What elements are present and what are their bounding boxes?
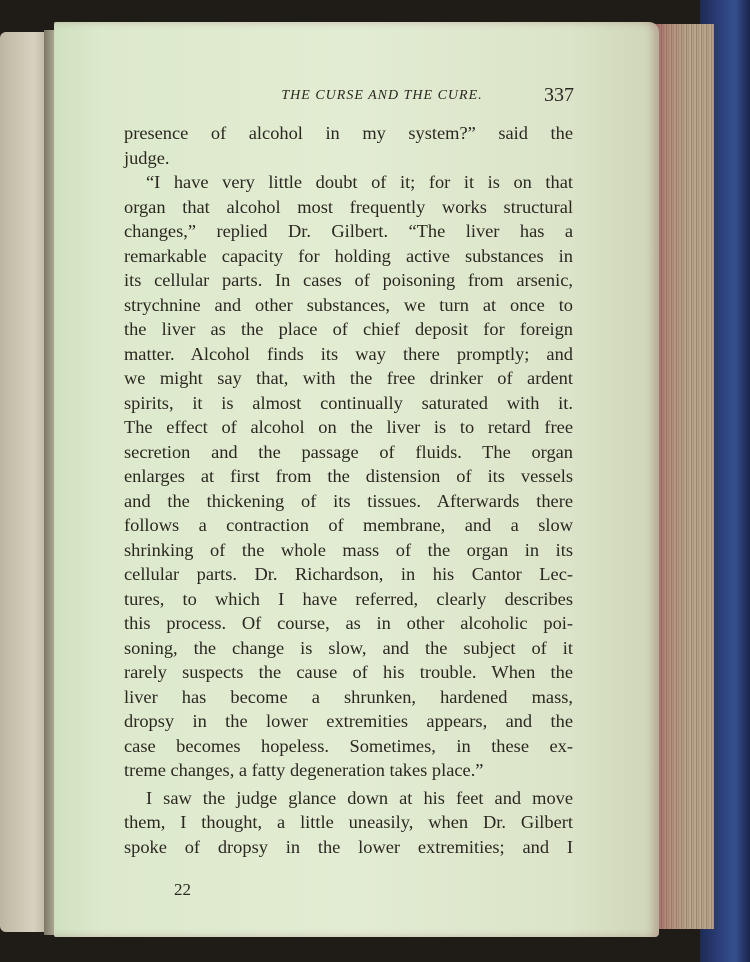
text-line: I saw the judge glance down at his feet and move (146, 787, 573, 808)
text-line: and the thickening of its tissues. Afterwards there (124, 490, 573, 511)
text-line: remarkable capacity for holding active substances in (124, 245, 573, 266)
text-line: case becomes hopeless. Sometimes, in these ex- (124, 735, 573, 756)
text-line: spirits, it is almost continually saturated with it. (124, 392, 573, 413)
text-line: rarely suspects the cause of his trouble. When the (124, 662, 573, 682)
text-line: tures, to which I have referred, clearly describes (124, 588, 573, 609)
text-line: spoke of dropsy in the lower extremities; and I (124, 836, 573, 857)
text-line: judge. (124, 147, 170, 168)
text-line: soning, the change is slow, and the subject of it (124, 637, 573, 658)
book-page (54, 22, 659, 937)
text-line: them, I thought, a little uneasily, when Dr. Gilbert (124, 812, 573, 832)
text-line: treme changes, a fatty degeneration takes place.” (124, 760, 484, 780)
text-line: enlarges at first from the distension of its vessels (124, 466, 573, 486)
text-line: liver has become a shrunken, hardened mass, (124, 686, 573, 707)
text-line: changes,” replied Dr. Gilbert. “The liver has a (124, 221, 573, 241)
text-line: shrinking of the whole mass of the organ in its (124, 539, 573, 560)
text-line: “I have very little doubt of it; for it is on that (146, 172, 573, 192)
page-number: 337 (544, 84, 574, 106)
text-line: strychnine and other substances, we turn at once to (124, 294, 573, 315)
text-line: presence of alcohol in my system?” said the (124, 123, 573, 143)
text-line: the liver as the place of chief deposit for foreign (124, 319, 573, 339)
text-line: dropsy in the lower extremities appears, and the (124, 711, 573, 731)
text-line: we might say that, with the free drinker of ardent (124, 368, 573, 388)
text-line: this process. Of course, as in other alcoholic poi- (124, 613, 573, 633)
text-line: organ that alcohol most frequently works structural (124, 196, 573, 217)
text-line: follows a contraction of membrane, and a slow (124, 515, 573, 535)
text-line: The effect of alcohol on the liver is to retard free (124, 417, 573, 437)
text-line: secretion and the passage of fluids. The organ (124, 441, 573, 462)
text-line: cellular parts. Dr. Richardson, in his Cantor Lec- (124, 564, 573, 584)
signature-mark: 22 (174, 880, 191, 899)
running-head: THE CURSE AND THE CURE. (281, 88, 483, 103)
page-edges (652, 24, 714, 929)
text-line: matter. Alcohol finds its way there promptly; and (124, 343, 573, 364)
text-line: its cellular parts. In cases of poisoning from arsenic, (124, 270, 573, 290)
body-text (124, 121, 573, 859)
